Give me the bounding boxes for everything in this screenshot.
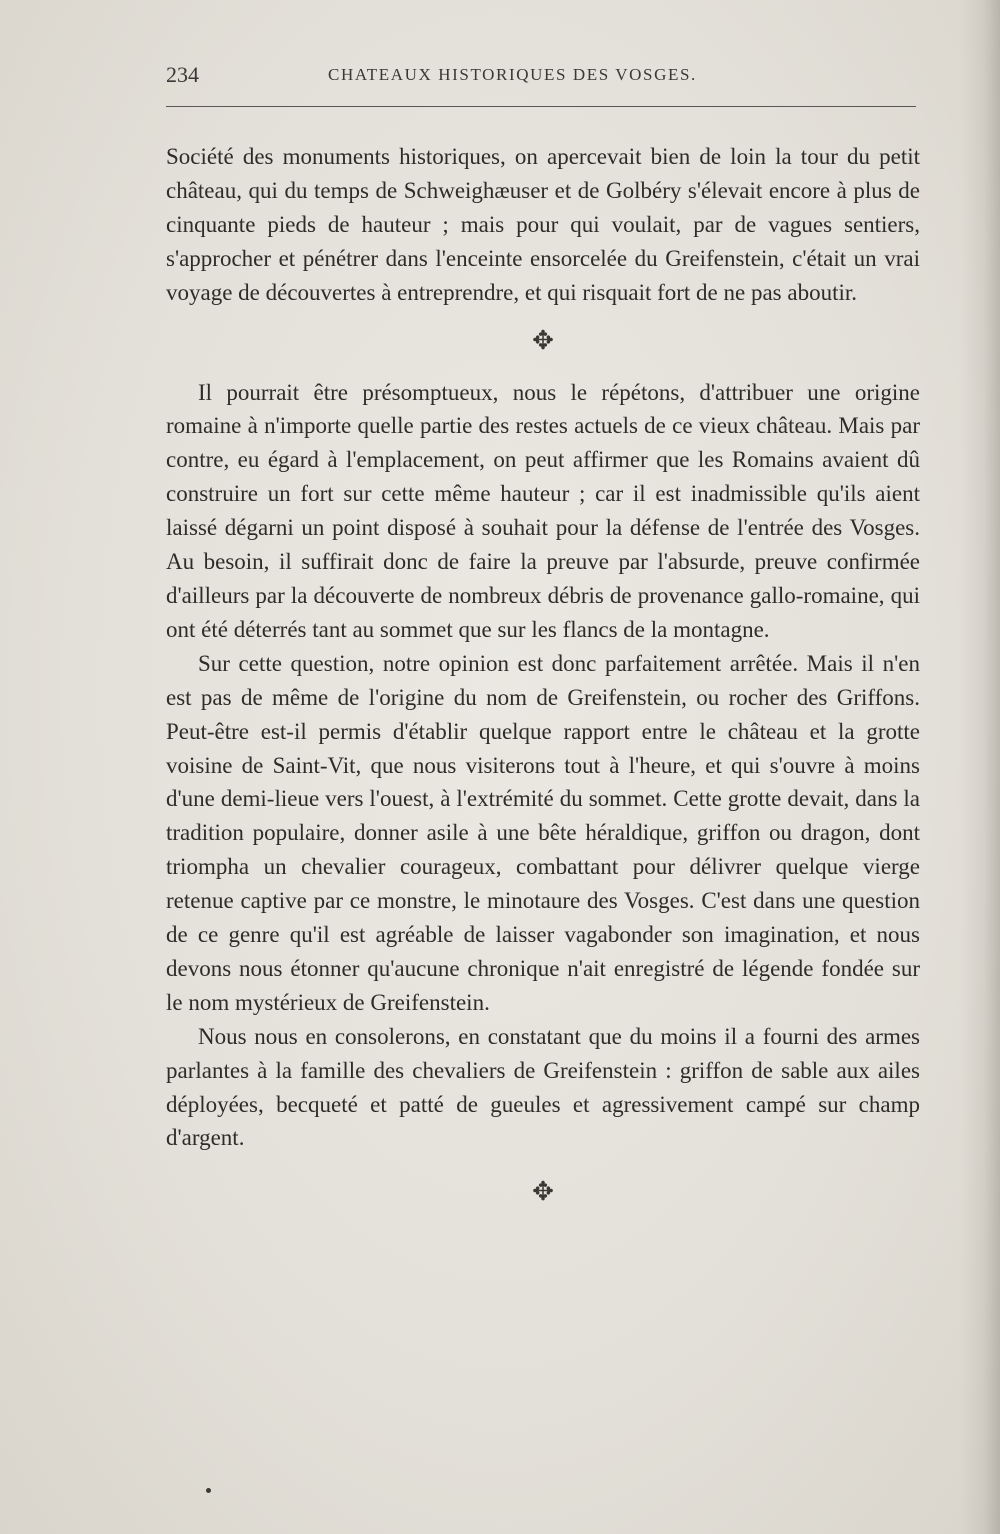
paragraph-3: Sur cette question, notre opinion est donc parfaitement arrêtée. Mais il n'en est pas de même de l'origine du nom de Greifenstein, ou rocher des Griffons. Peut-être est-il permis d'établir quelque rapport entre le château et la grotte voisine de Saint-Vit, que nous visiterons tout à l'heure, et qui s'ouvre à moins d'une demi-lieue vers l'ouest, à l'extrémité du sommet. Cette grotte devait, dans la tradition populaire, donner asile à une bête héraldique, griffon ou dragon, dont triompha un chevalier courageux, combattant pour délivrer quelque vierge retenue captive par ce monstre, le minotaure des Vosges. C'est dans une question de ce genre qu'il est agréable de laisser vagabonder son imagination, et nous devons nous étonner qu'aucune chronique n'ait enregistré de légende fondée sur le nom mystérieux de Greifenstein. [166, 650, 920, 1015]
running-title: CHATEAUX HISTORIQUES DES VOSGES. [328, 65, 697, 84]
paragraph-2: Il pourrait être présomptueux, nous le répétons, d'attribuer une origine romaine à n'importe quelle partie des restes actuels de ce vieux château. Mais par contre, eu égard à l'emplacement, on peut affirmer que les Romains avaient dû construire un fort sur cette même hauteur ; car il est inadmissible qu'ils aient laissé dégarni un point disposé à souhait pour la défense de l'entrée des Vosges. Au besoin, il suffirait donc de faire la preuve par l'absurde, preuve confirmée d'ailleurs par la découverte de nombreux débris de provenance gallo-romaine, qui ont été déterrés tant au sommet que sur les flancs de la montagne. [166, 379, 920, 642]
page-header [166, 62, 916, 90]
header-rule [166, 106, 916, 107]
paragraph-4: Nous nous en consolerons, en constatant que du moins il a fourni des armes parlantes à la famille des chevaliers de Greifenstein : griffon de sable aux ailes déployées, becqueté et patté de gueules et agressivement campé sur champ d'argent. [166, 1023, 920, 1151]
print-speck [206, 1488, 211, 1493]
paragraph-1: Société des monuments historiques, on apercevait bien de loin la tour du petit château, qui du temps de Schweighæuser et de Golbéry s'élevait encore à plus de cinquante pieds de hauteur ; mais pour qui voulait, par de vagues sentiers, s'approcher et pénétrer dans l'enceinte ensorcelée du Greifenstein, c'était un vrai voyage de découvertes à entreprendre, et qui risquait fort de ne pas aboutir. [166, 144, 920, 305]
fleuron-ornament-icon: ✥ [532, 325, 554, 355]
fleuron-ornament-icon: ✥ [532, 1177, 554, 1207]
page-edge-shadow [960, 0, 1000, 1534]
page-number: 234 [166, 62, 199, 87]
body-text [166, 140, 920, 1205]
